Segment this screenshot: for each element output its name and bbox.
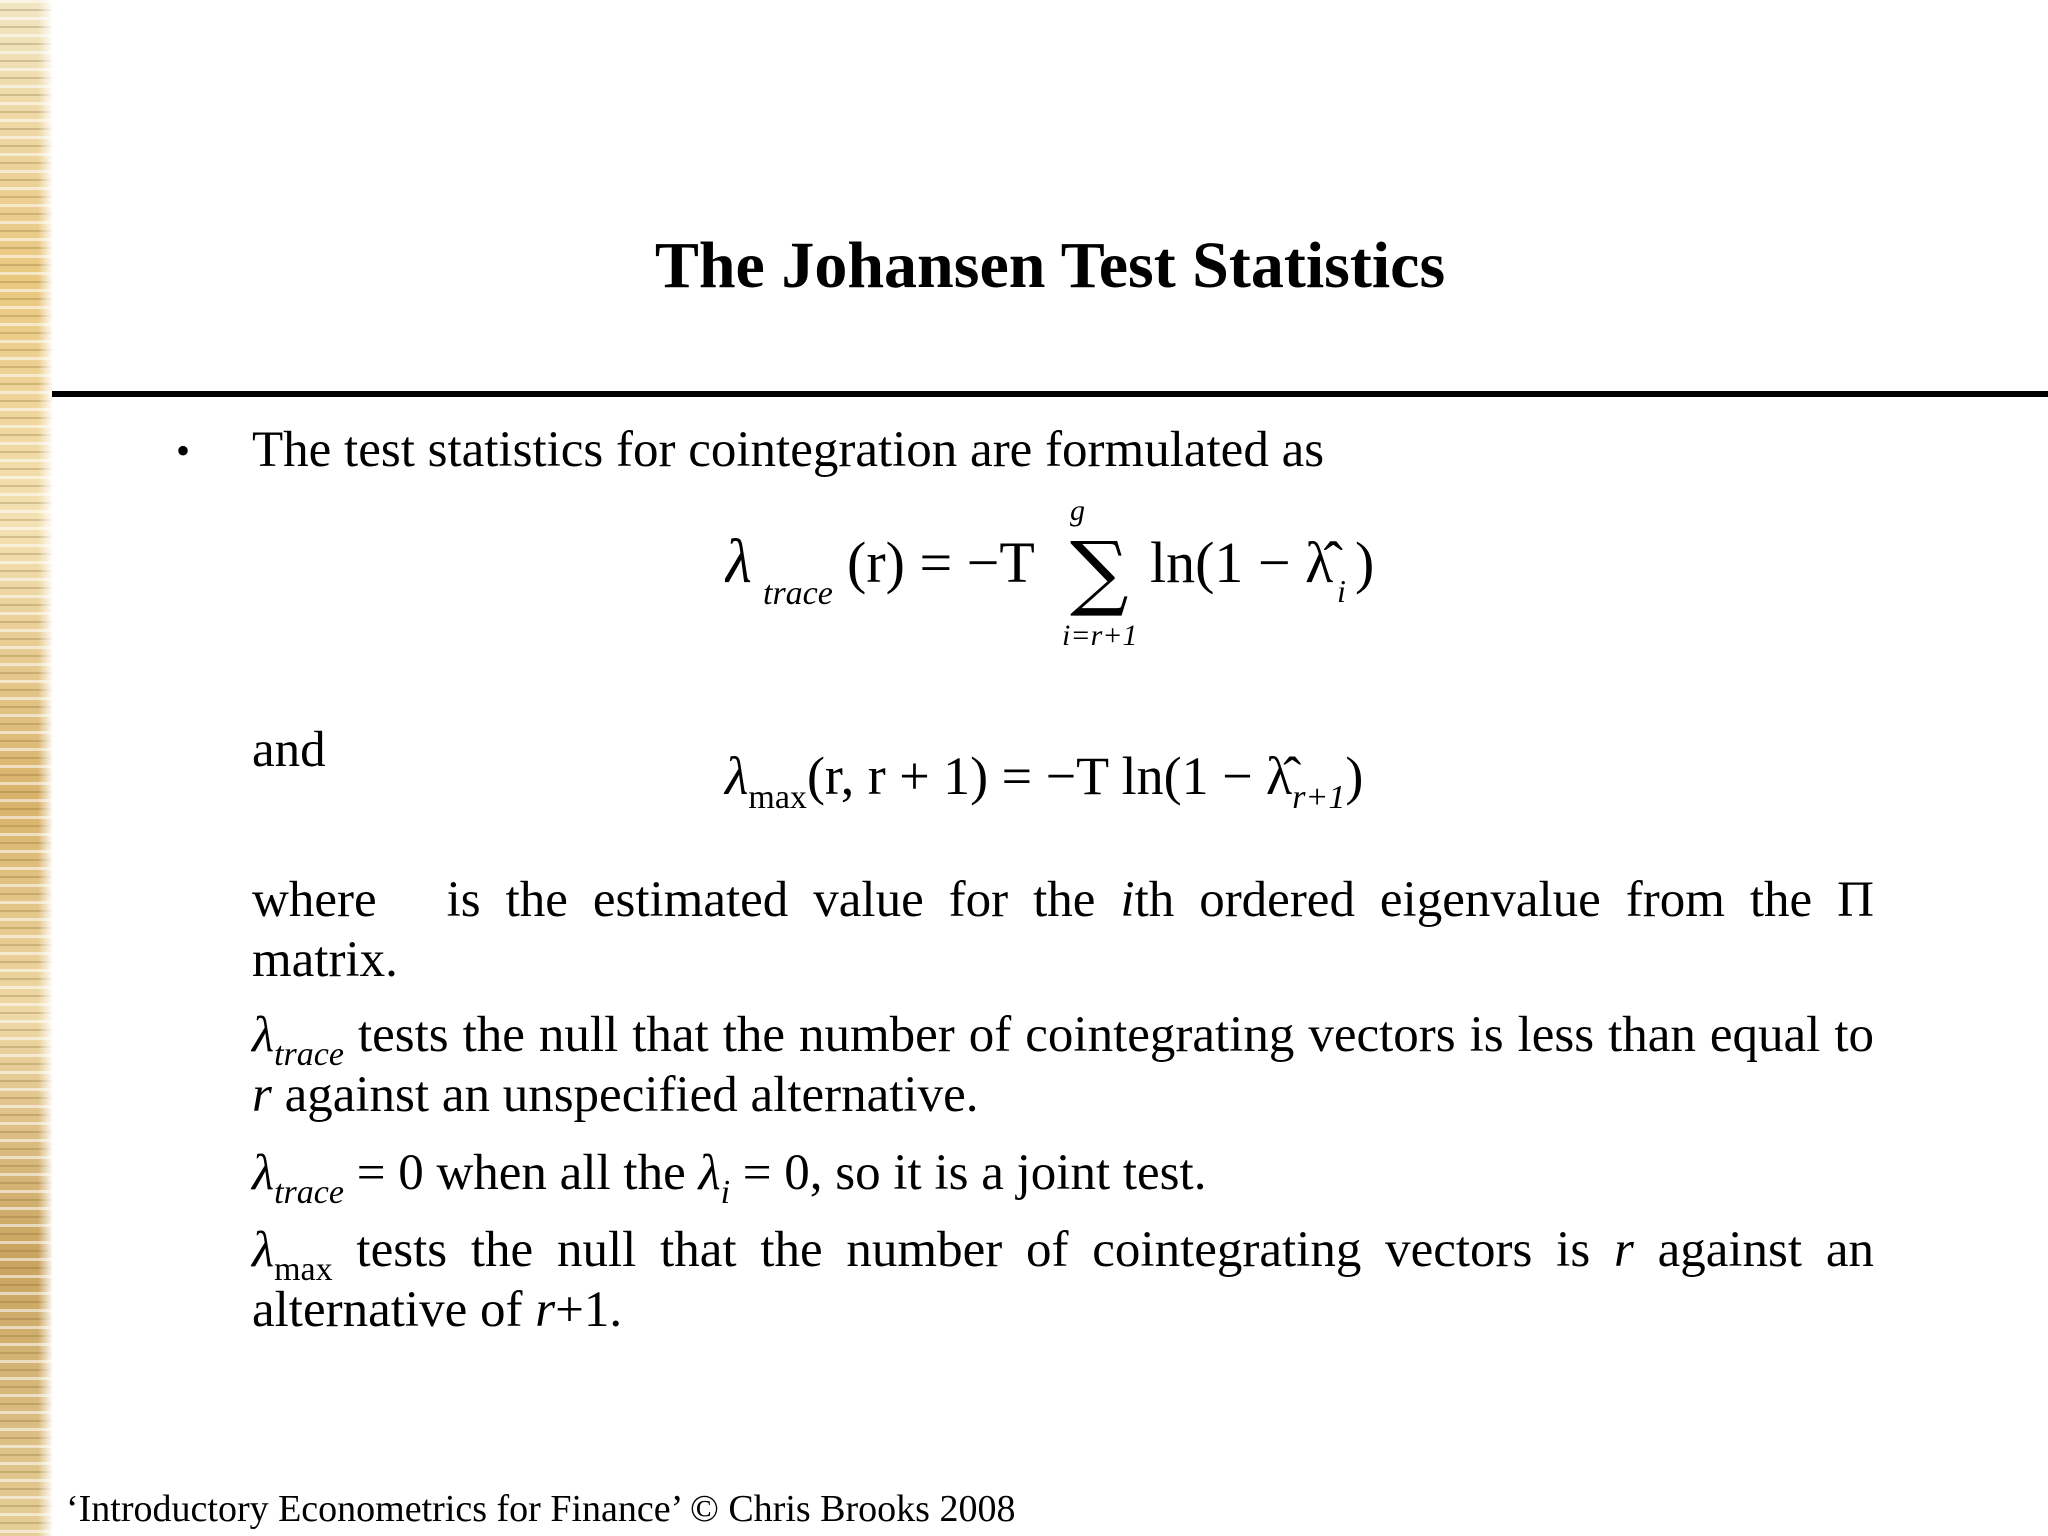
p4-r: r	[1613, 1222, 1634, 1278]
p3-text-b: = 0, so it is a joint test.	[730, 1145, 1207, 1201]
slide-title: The Johansen Test Statistics	[654, 229, 1446, 302]
bullet-intro-text: The test statistics for cointegration are formulated as	[252, 422, 1325, 478]
max-lambda-subscript: max	[748, 779, 807, 816]
p4-lambda-subscript: max	[274, 1251, 333, 1288]
p2-text-b: against an unspecified alternative.	[271, 1067, 979, 1123]
paragraph-trace-null	[252, 1005, 1874, 1125]
sum-symbol: ∑	[1070, 525, 1129, 620]
sum-lower-limit: i=r+1	[1062, 619, 1138, 652]
trace-statistic-equation	[725, 490, 1425, 660]
trace-rhs-subscript: i	[1337, 573, 1346, 609]
trace-lambda-subscript: trace	[763, 575, 833, 612]
max-rhs-subscript: r+1	[1292, 779, 1346, 816]
p2-text-a: tests the null that the number of cointegrating vectors is less than equal to	[343, 1007, 1874, 1063]
p3-lambda-subscript: trace	[274, 1174, 344, 1211]
trace-rhs-close: )	[1355, 530, 1375, 595]
paragraph-max-null	[252, 1220, 1874, 1340]
and-connector-text: and	[252, 722, 326, 778]
decorative-side-stripe	[0, 0, 52, 1536]
p4-text-a: tests the null that the number of cointegrating vectors is	[332, 1222, 1614, 1278]
sum-upper-limit: g	[1070, 494, 1085, 527]
p2-lambda: λ	[252, 1007, 275, 1063]
max-lambda: λ	[725, 746, 749, 806]
bullet-icon: •	[176, 428, 191, 473]
footer-copyright: ‘Introductory Econometrics for Finance’ © Chris Brooks 2008	[66, 1488, 1016, 1530]
where-word: where	[252, 872, 377, 928]
max-rhs-close: )	[1345, 746, 1364, 806]
p3-lambda-i: λ	[698, 1145, 721, 1201]
p2-r: r	[252, 1067, 272, 1123]
p3-text-a: = 0 when all the	[343, 1145, 699, 1201]
ith-i: i	[1120, 872, 1135, 928]
title-divider	[52, 391, 2048, 397]
p4-r2: r	[535, 1282, 556, 1338]
trace-lhs-arg: (r) = −T	[847, 530, 1035, 595]
p3-lambda: λ	[252, 1145, 275, 1201]
p4-text-b: against an alternative of	[252, 1222, 1874, 1338]
where-text: is the estimated value for the	[446, 872, 1121, 928]
ith-tail: th ordered eigenvalue from the Π matrix.	[252, 872, 1874, 988]
p2-lambda-subscript: trace	[274, 1036, 344, 1073]
max-equation-body: (r, r + 1) = −T ln(1 − λ̂	[806, 746, 1293, 806]
p4-lambda: λ	[252, 1222, 275, 1278]
max-statistic-equation	[725, 745, 1364, 816]
trace-lambda: λ	[725, 528, 752, 596]
p3-lambda-i-subscript: i	[720, 1174, 731, 1211]
paragraph-where	[252, 870, 1874, 990]
p4-text-c: +1.	[555, 1282, 623, 1338]
trace-rhs: ln(1 − λ̂	[1150, 530, 1334, 595]
paragraph-joint-test	[252, 1143, 1874, 1211]
